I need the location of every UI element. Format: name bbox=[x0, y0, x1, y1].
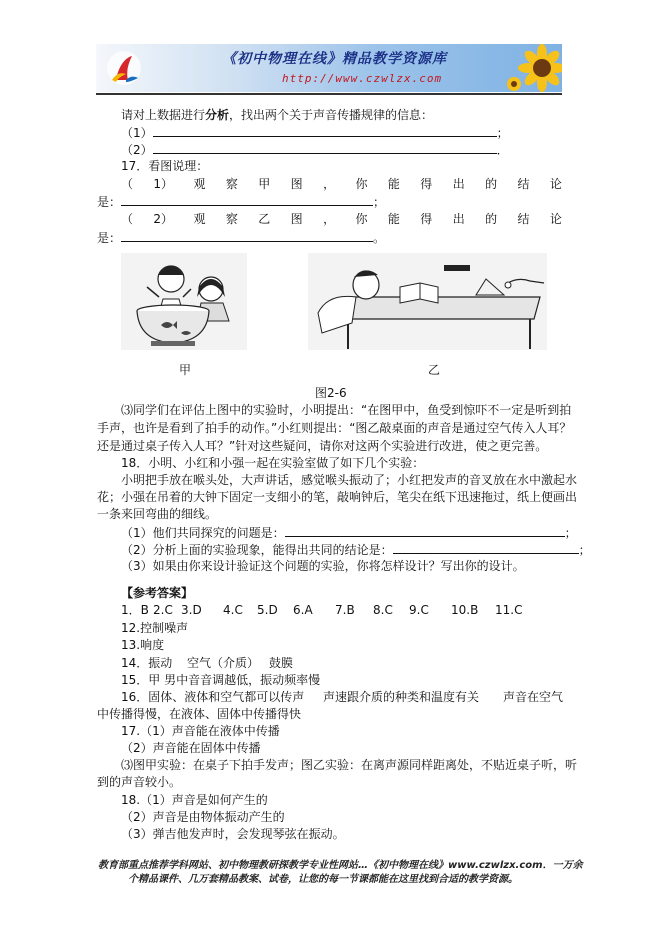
question-18-sub-2: （2）分析上面的实验现象，能得出共同的结论是： ； bbox=[121, 543, 591, 557]
answer-17-3-cont: 到的声音较小。 bbox=[97, 775, 182, 789]
question-17-token: 观 bbox=[193, 212, 206, 226]
answer-16-cont: 中传播得慢，在液体、固体中传播得快 bbox=[97, 707, 302, 721]
analysis-instruction: 请对上数据进行分析，找出两个关于声音传播规律的信息： bbox=[121, 108, 434, 122]
question-17-token: 图 bbox=[290, 212, 303, 226]
blank-input[interactable] bbox=[153, 141, 497, 154]
blank-input[interactable] bbox=[153, 124, 497, 137]
question-17-part-1-answer: 是： ； bbox=[97, 195, 386, 209]
figure-b-desk bbox=[308, 253, 547, 350]
question-17-token: 得 bbox=[420, 212, 433, 226]
blank-input[interactable] bbox=[285, 524, 565, 537]
question-17-token: 论 bbox=[549, 177, 562, 191]
site-banner bbox=[96, 44, 562, 92]
question-17-token: 出 bbox=[452, 212, 465, 226]
paragraph-3-line: 手声，也许是看到了拍手的动作。”小红则提出：“图乙敲桌面的声音是通过空气传入人耳？ bbox=[97, 421, 572, 435]
question-17-token: 乙 bbox=[258, 212, 271, 226]
question-17-token: 2） bbox=[153, 212, 174, 226]
answer-13: 13.响度 bbox=[121, 638, 165, 652]
question-17-token: 能 bbox=[387, 212, 400, 226]
footer-line-1: 教育部重点推荐学科网站、初中物理教研探教学专业性网站…《初中物理在线》www.czwlzx.com．一万余 bbox=[98, 860, 583, 871]
question-17-token: 能 bbox=[387, 177, 400, 191]
question-17-token: 图 bbox=[290, 177, 303, 191]
question-17-token: （ bbox=[121, 212, 134, 226]
answer-17-1: 17.（1）声音能在液体中传播 bbox=[121, 724, 280, 738]
paragraph-3-line: ⑶同学们在评估上图中的实验时，小明提出：“在图甲中，鱼受到惊吓不一定是听到拍 bbox=[121, 403, 572, 417]
blank-input[interactable] bbox=[121, 229, 373, 242]
question-17-token: 得 bbox=[420, 177, 433, 191]
figure-b-label: 乙 bbox=[428, 363, 441, 377]
question-17-token: 的 bbox=[485, 212, 498, 226]
question-18-text: 一条来回弯曲的细线。 bbox=[97, 507, 218, 521]
footer-line-2: 个精品课件、几万套精品教案、试卷，让您的每一节课都能在这里找到合适的教学资源。 bbox=[128, 874, 518, 885]
question-17: 17．看图说理： bbox=[121, 159, 209, 173]
question-17-token: 察 bbox=[225, 177, 238, 191]
question-17-token: ， bbox=[323, 177, 336, 191]
question-17-token: （ bbox=[121, 177, 134, 191]
figure-a-fishbowl bbox=[121, 253, 247, 350]
answer-17-3: ⑶图甲实验：在桌子下拍手发声；图乙实验：在离声源同样距离处，不贴近桌子听，听 bbox=[121, 758, 578, 772]
answer-18-2: （2）声音是由物体振动产生的 bbox=[121, 810, 285, 824]
question-17-token: 甲 bbox=[258, 177, 271, 191]
header-rule bbox=[96, 93, 562, 95]
question-17-token: 观 bbox=[193, 177, 206, 191]
question-17-token: 你 bbox=[355, 212, 368, 226]
question-18: 18．小明、小红和小强一起在实验室做了如下几个实验： bbox=[121, 456, 425, 470]
answers-multiple-choice: 1．B 2.C 3.D 4.C 5.D 6.A 7.B 8.C 9.C 10.B 11.C bbox=[121, 603, 523, 617]
sunflower-icon bbox=[502, 44, 562, 92]
banner-title: 《初中物理在线》精品教学资源库 bbox=[222, 51, 447, 67]
question-18-text: 小明把手放在喉头处，大声讲话，感觉喉头振动了；小红把发声的音叉放在水中激起水 bbox=[121, 473, 578, 487]
question-17-part-2 bbox=[121, 211, 562, 228]
answer-12: 12.控制噪声 bbox=[121, 621, 189, 635]
answer-16: 16．固体、液体和空气都可以传声 声速跟介质的种类和温度有关 声音在空气 bbox=[121, 690, 564, 704]
question-17-token: 结 bbox=[517, 177, 530, 191]
question-17-token: 结 bbox=[517, 212, 530, 226]
answer-18-3: （3）弹吉他发声时，会发现琴弦在振动。 bbox=[121, 827, 345, 841]
question-17-token: 察 bbox=[225, 212, 238, 226]
question-17-part-1 bbox=[121, 176, 562, 193]
question-17-token: 出 bbox=[452, 177, 465, 191]
question-18-sub-1: （1）他们共同探究的问题是： ； bbox=[121, 526, 577, 540]
figure-a-label: 甲 bbox=[179, 363, 192, 377]
question-17-token: 你 bbox=[355, 177, 368, 191]
answer-14: 14．振动 空气（介质） 鼓膜 bbox=[121, 656, 294, 670]
question-17-token: 的 bbox=[485, 177, 498, 191]
answer-18-1: 18.（1）声音是如何产生的 bbox=[121, 793, 268, 807]
answer-15: 15．甲 男中音音调越低，振动频率慢 bbox=[121, 673, 321, 687]
site-logo-icon bbox=[106, 50, 142, 86]
question-17-token: 论 bbox=[549, 212, 562, 226]
answers-heading: 【参考答案】 bbox=[121, 586, 194, 600]
answer-line-1: （1） ； bbox=[121, 126, 509, 140]
answer-17-2: （2）声音能在固体中传播 bbox=[121, 741, 261, 755]
question-17-token: 1） bbox=[153, 177, 174, 191]
blank-input[interactable] bbox=[121, 193, 373, 206]
figure-caption: 图2-6 bbox=[315, 386, 347, 400]
paragraph-3-line: 还是通过桌子传入人耳？”针对这些疑问，请你对这两个实验进行改进，使之更完善。 bbox=[97, 439, 548, 453]
question-17-part-2-answer: 是： 。 bbox=[97, 231, 386, 245]
answer-line-2: （2） ． bbox=[121, 143, 509, 157]
blank-input[interactable] bbox=[393, 541, 579, 554]
question-18-text: 花；小强在吊着的大钟下固定一支细小的笔，敲响钟后，笔尖在纸下迅速拖过，纸上便画出 bbox=[97, 490, 578, 504]
banner-url[interactable]: http://www.czwlzx.com bbox=[282, 72, 443, 85]
question-18-sub-3: （3）如果由你来设计验证这个问题的实验，你将怎样设计？写出你的设计。 bbox=[121, 559, 525, 573]
question-17-token: ， bbox=[323, 212, 336, 226]
